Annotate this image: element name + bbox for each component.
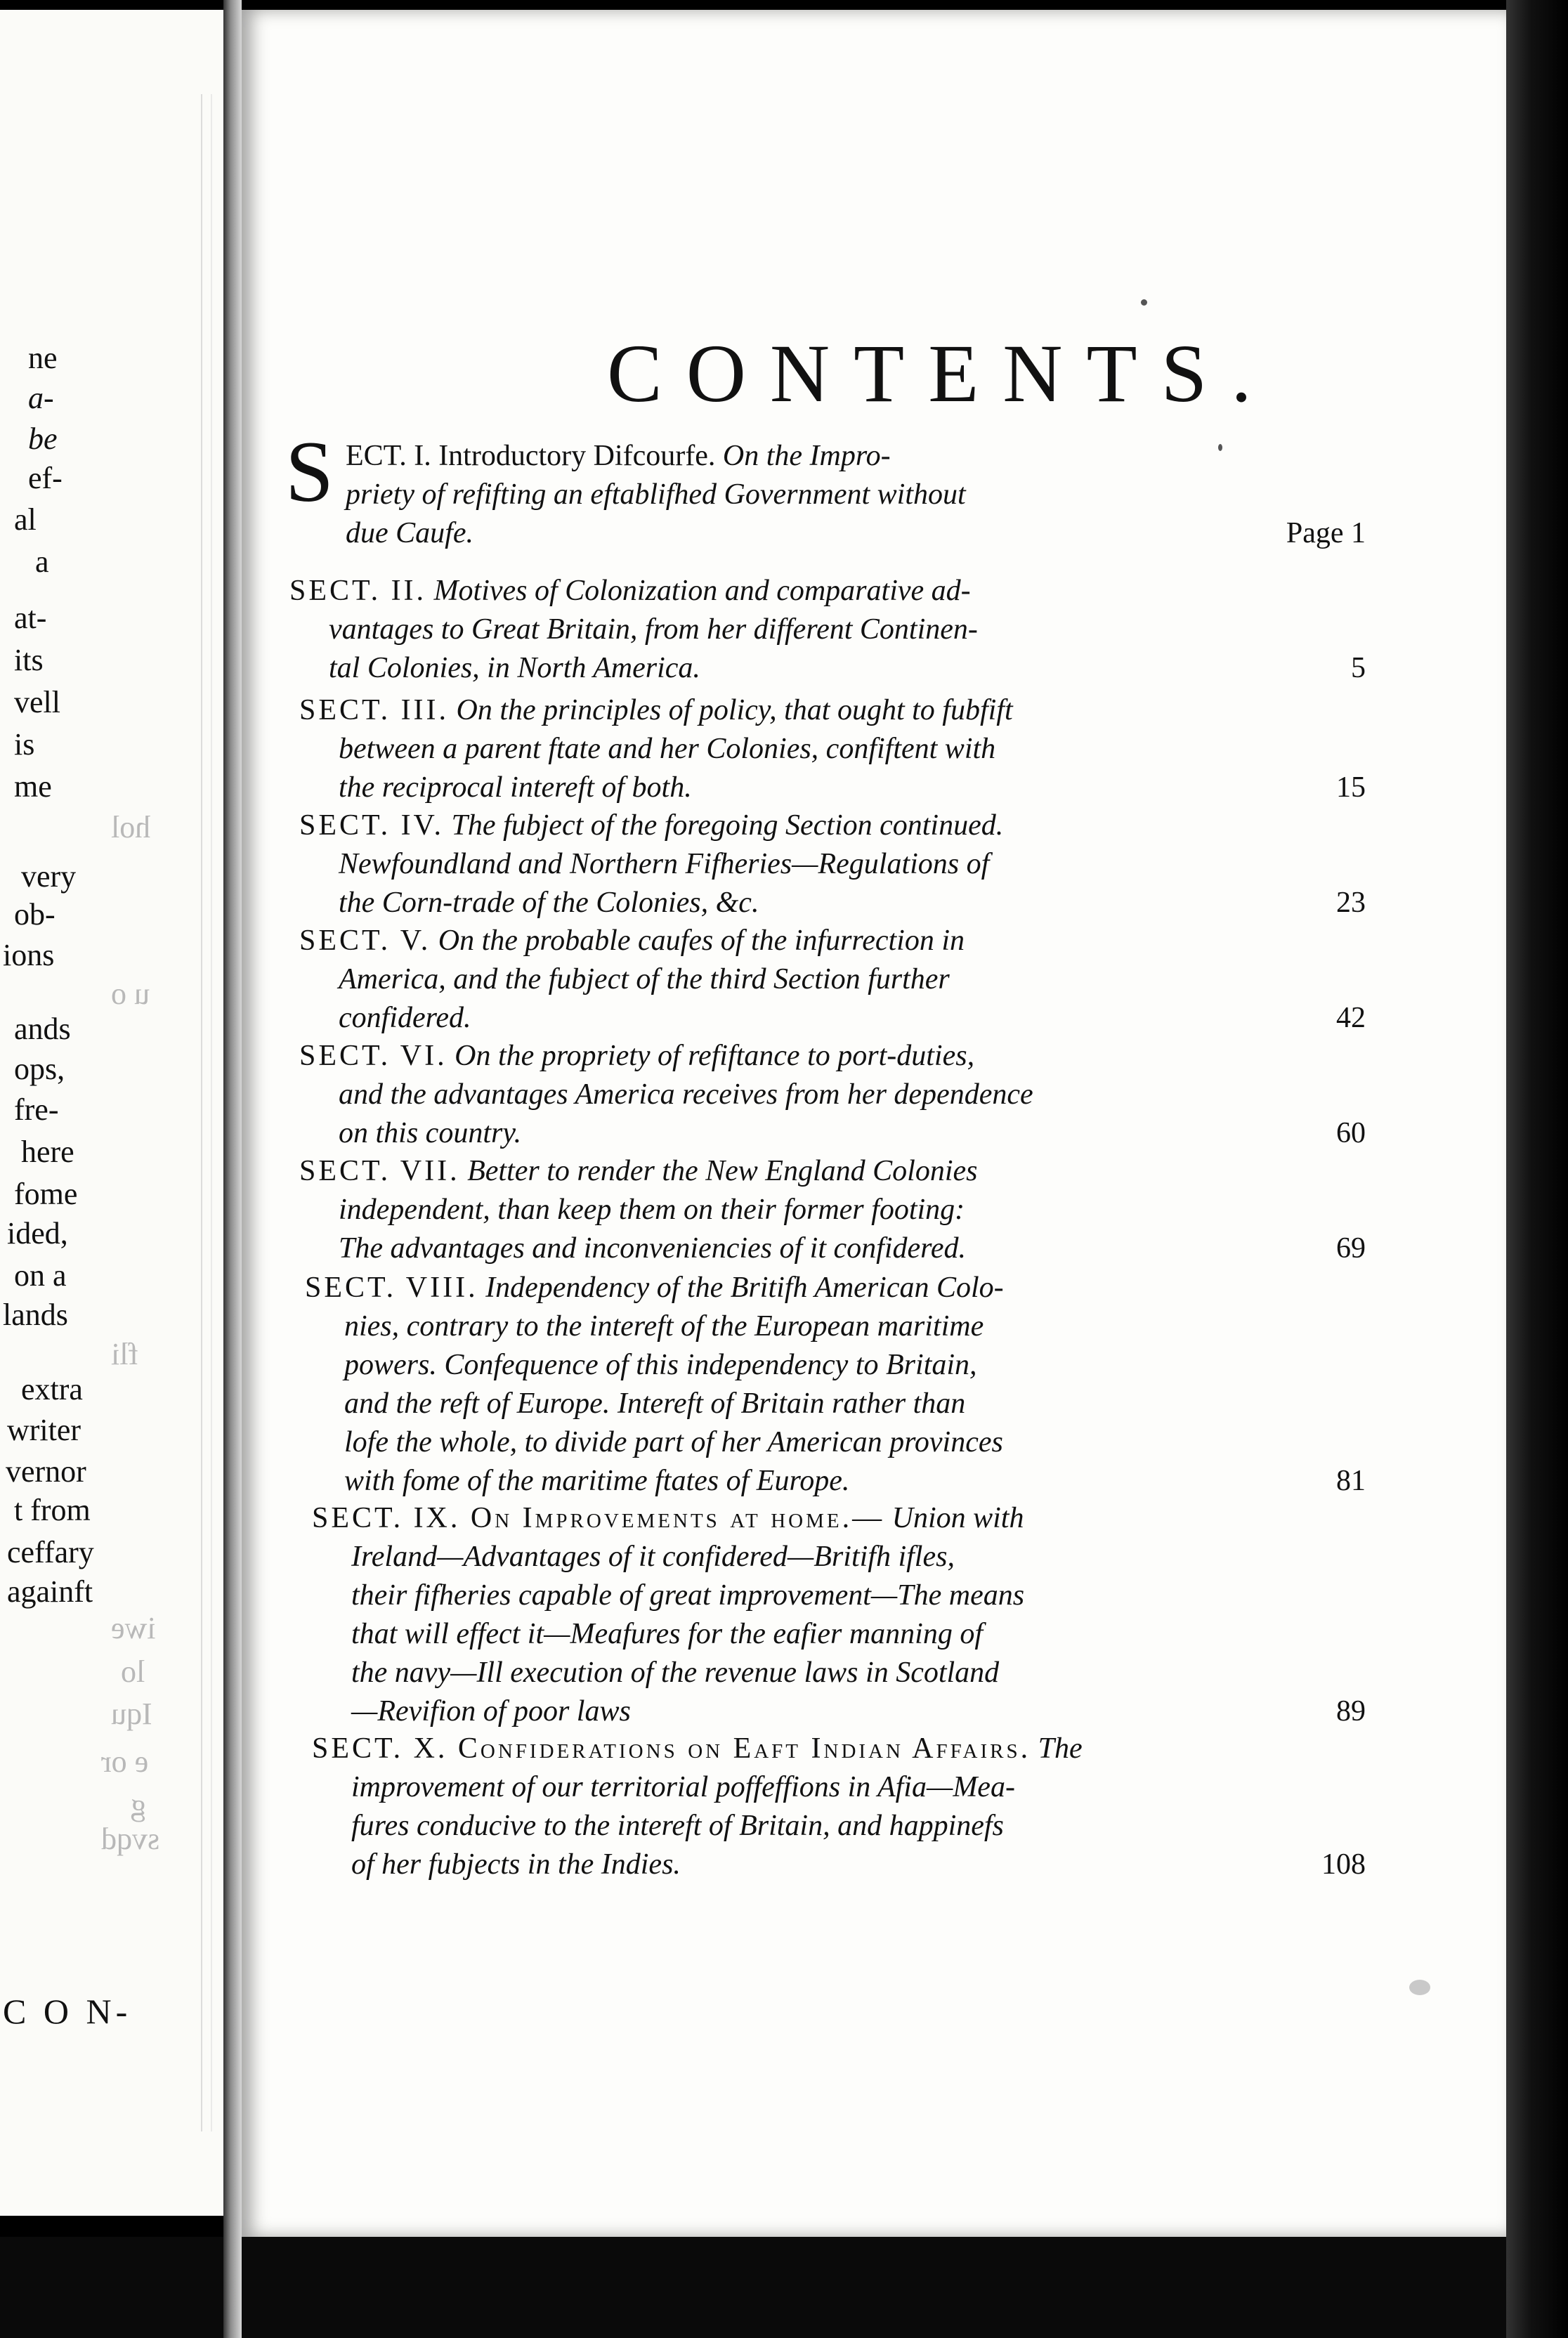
section-description: independent, than keep them on their former footing: bbox=[339, 1194, 965, 1226]
toc-line bbox=[299, 691, 1366, 730]
section-description: between a parent ftate and her Colonies, confiftent with bbox=[339, 733, 996, 765]
previous-page-fragment: a bbox=[35, 544, 49, 579]
toc-line bbox=[312, 1538, 1366, 1576]
section-description: improvement of our territorial poffeffions in Afia—Mea- bbox=[351, 1771, 1015, 1803]
show-through-text: e or bbox=[101, 1744, 149, 1779]
previous-page-fragment: againft bbox=[7, 1574, 93, 1609]
section-description: On the Impro- bbox=[722, 440, 891, 472]
toc-entry bbox=[299, 806, 1366, 922]
section-heading: SECT. X. Confiderations on Eaft Indian Affairs. bbox=[312, 1732, 1031, 1765]
section-description: The bbox=[1038, 1732, 1083, 1765]
previous-page-fragment: ands bbox=[14, 1012, 71, 1046]
toc-line bbox=[312, 1615, 1366, 1654]
show-through-text: lo bbox=[121, 1654, 145, 1689]
section-description: Union with bbox=[891, 1502, 1024, 1534]
toc-entry bbox=[305, 1269, 1366, 1501]
toc-line bbox=[299, 769, 1366, 807]
page-number: 42 bbox=[1336, 1002, 1366, 1034]
section-heading: SECT. VIII. bbox=[305, 1272, 478, 1304]
section-description: On the principles of policy, that ought to fubfift bbox=[456, 694, 1013, 726]
previous-page-fragment: writer bbox=[7, 1413, 81, 1447]
toc-line bbox=[312, 1807, 1366, 1846]
toc-line bbox=[289, 572, 1366, 610]
section-description: of her fubjects in the Indies. bbox=[351, 1848, 681, 1881]
section-description: with fome of the maritime ftates of Europe. bbox=[344, 1465, 850, 1497]
toc-line bbox=[312, 1768, 1366, 1807]
previous-page-fragment: at- bbox=[14, 601, 47, 635]
paper-stain bbox=[1409, 1980, 1430, 1995]
previous-page-fragment: its bbox=[14, 643, 44, 677]
toc-line bbox=[292, 514, 1366, 553]
section-description: Ireland—Advantages of it confidered—Britifh ifles, bbox=[351, 1541, 955, 1573]
previous-page-fragment: t from bbox=[14, 1493, 91, 1527]
section-description: and the reft of Europe. Intereft of Britain rather than bbox=[344, 1387, 966, 1420]
previous-page-fragment: is bbox=[14, 727, 35, 762]
previous-page-fragment: ceffary bbox=[7, 1535, 94, 1569]
page-number: 60 bbox=[1336, 1117, 1366, 1149]
section-description: America, and the fubject of the third Section further bbox=[339, 963, 950, 995]
previous-page-fragment: ided, bbox=[7, 1216, 68, 1250]
section-description: —Revifion of poor laws bbox=[351, 1695, 631, 1728]
section-heading: SECT. III. bbox=[299, 694, 450, 726]
toc-entry bbox=[285, 424, 1366, 553]
toc-line bbox=[312, 1692, 1366, 1731]
page-title: CONTENTS. bbox=[607, 327, 1276, 419]
drop-cap: S bbox=[285, 424, 334, 520]
section-heading: SECT. II. bbox=[289, 575, 427, 607]
previous-page-fragment: be bbox=[28, 422, 58, 456]
toc-line bbox=[299, 730, 1366, 769]
previous-page-fragment: a- bbox=[28, 381, 54, 415]
toc-line bbox=[299, 845, 1366, 884]
previous-page-fragment: extra bbox=[21, 1372, 83, 1406]
toc-line bbox=[299, 1076, 1366, 1114]
section-description: powers. Confequence of this independency to Britain, bbox=[344, 1349, 977, 1381]
toc-line bbox=[292, 476, 1366, 514]
toc-line bbox=[299, 960, 1366, 999]
previous-page-fragment: ops, bbox=[14, 1052, 65, 1086]
section-heading: SECT. V. bbox=[299, 925, 431, 957]
toc-line bbox=[299, 1191, 1366, 1229]
section-description: that will effect it—Meafures for the eafier manning of bbox=[351, 1618, 984, 1650]
previous-page-fragment: al bbox=[14, 502, 37, 537]
toc-line bbox=[305, 1307, 1366, 1346]
toc-entry bbox=[299, 1037, 1366, 1153]
previous-page bbox=[0, 10, 228, 2216]
book-gutter bbox=[223, 0, 242, 2338]
previous-page-fragment: fre- bbox=[14, 1092, 59, 1127]
toc-line bbox=[305, 1269, 1366, 1307]
section-description: due Caufe. bbox=[346, 517, 473, 549]
toc-line bbox=[292, 437, 1366, 476]
section-heading: SECT. IV. bbox=[299, 809, 444, 842]
toc-entry bbox=[289, 572, 1366, 688]
section-description: on this country. bbox=[339, 1117, 522, 1149]
section-description: and the advantages America receives from her dependence bbox=[339, 1078, 1033, 1111]
section-description: Newfoundland and Northern Fifheries—Regulations of bbox=[339, 848, 990, 880]
show-through-text: u o bbox=[111, 977, 150, 1011]
toc-line bbox=[299, 1229, 1366, 1268]
previous-page-fragment: vernor bbox=[6, 1454, 86, 1489]
page-edge bbox=[201, 94, 212, 2131]
section-description: their fifheries capable of great improvement—The means bbox=[351, 1579, 1025, 1612]
toc-line bbox=[312, 1846, 1366, 1884]
show-through-text: iwe bbox=[111, 1611, 156, 1645]
toc-line bbox=[289, 649, 1366, 688]
previous-page-fragment: lands bbox=[3, 1298, 68, 1332]
ink-speck bbox=[1218, 444, 1222, 451]
toc-line bbox=[305, 1385, 1366, 1423]
show-through-text: hol bbox=[111, 810, 151, 844]
page-number: 5 bbox=[1351, 652, 1366, 684]
previous-page-fragment: ne bbox=[28, 341, 58, 375]
catchword: C O N- bbox=[3, 1992, 132, 2031]
section-description: The advantages and inconveniencies of it confidered. bbox=[339, 1232, 967, 1265]
section-description: the reciprocal intereft of both. bbox=[339, 771, 692, 804]
section-heading: SECT. VII. bbox=[299, 1155, 460, 1187]
page-number: 89 bbox=[1336, 1695, 1366, 1728]
section-heading: SECT. VI. bbox=[299, 1040, 447, 1072]
section-description: priety of refifting an eftablifhed Government without bbox=[346, 478, 966, 511]
toc-line bbox=[299, 884, 1366, 922]
previous-page-fragment: ef- bbox=[28, 461, 63, 495]
previous-page-fragment: on a bbox=[14, 1258, 67, 1293]
section-heading: ECT. I. Introductory Difcourfe. bbox=[346, 440, 716, 472]
ink-speck bbox=[1141, 299, 1147, 306]
toc-line bbox=[299, 806, 1366, 845]
show-through-text: svqd bbox=[101, 1822, 160, 1856]
toc-line bbox=[299, 922, 1366, 960]
page-number: 23 bbox=[1336, 887, 1366, 919]
section-description: the Corn-trade of the Colonies, &c. bbox=[339, 887, 759, 919]
section-description: the navy—Ill execution of the revenue laws in Scotland bbox=[351, 1657, 1000, 1689]
section-description: Independency of the Britifh American Colo- bbox=[485, 1272, 1004, 1304]
toc-line bbox=[312, 1499, 1366, 1538]
previous-page-fragment: fome bbox=[14, 1177, 78, 1211]
toc-line bbox=[299, 1114, 1366, 1153]
section-description: The fubject of the foregoing Section continued. bbox=[451, 809, 1004, 842]
toc-entry bbox=[299, 922, 1366, 1038]
toc-line bbox=[312, 1576, 1366, 1615]
previous-page-fragment: very bbox=[21, 859, 77, 894]
section-heading: SECT. IX. On Improvements at home.— bbox=[312, 1502, 885, 1534]
previous-page-fragment: ions bbox=[3, 938, 55, 972]
page-number: 69 bbox=[1336, 1232, 1366, 1265]
previous-page-fragment: here bbox=[21, 1135, 74, 1169]
toc-line bbox=[299, 1152, 1366, 1191]
page-number: 108 bbox=[1321, 1848, 1366, 1881]
section-description: On the probable caufes of the infurrection in bbox=[438, 925, 965, 957]
toc-line bbox=[305, 1346, 1366, 1385]
section-description: tal Colonies, in North America. bbox=[329, 652, 700, 684]
toc-line bbox=[305, 1423, 1366, 1462]
section-description: fures conducive to the intereft of Britain, and happinefs bbox=[351, 1810, 1004, 1842]
toc-line bbox=[312, 1654, 1366, 1692]
contents-page bbox=[242, 10, 1506, 2237]
toc-line bbox=[299, 1037, 1366, 1076]
toc-line bbox=[305, 1462, 1366, 1501]
toc-line bbox=[299, 999, 1366, 1038]
section-description: Motives of Colonization and comparative ad- bbox=[433, 575, 971, 607]
section-description: Better to render the New England Colonies bbox=[467, 1155, 978, 1187]
toc-entry bbox=[299, 691, 1366, 807]
toc-line bbox=[289, 610, 1366, 649]
book-edge-right bbox=[1506, 0, 1568, 2338]
page-number: 81 bbox=[1336, 1465, 1366, 1497]
toc-entry bbox=[312, 1499, 1366, 1731]
toc-entry bbox=[312, 1730, 1366, 1884]
section-description: lofe the whole, to divide part of her American provinces bbox=[344, 1426, 1003, 1458]
show-through-text: Iqu bbox=[111, 1697, 152, 1731]
previous-page-fragment: vell bbox=[14, 685, 60, 719]
toc-entry bbox=[299, 1152, 1366, 1268]
section-description: nies, contrary to the intereft of the European maritime bbox=[344, 1310, 984, 1343]
page-number: 15 bbox=[1336, 771, 1366, 804]
section-description: vantages to Great Britain, from her different Continen- bbox=[329, 613, 978, 646]
previous-page-fragment: me bbox=[14, 769, 52, 804]
section-description: On the propriety of refiftance to port-duties, bbox=[455, 1040, 975, 1072]
toc-line bbox=[312, 1730, 1366, 1768]
show-through-text: fli bbox=[111, 1337, 139, 1371]
previous-page-fragment: ob- bbox=[14, 897, 55, 932]
section-description: confidered. bbox=[339, 1002, 471, 1034]
page-number: Page 1 bbox=[1286, 517, 1366, 549]
show-through-text: g bbox=[131, 1788, 146, 1822]
